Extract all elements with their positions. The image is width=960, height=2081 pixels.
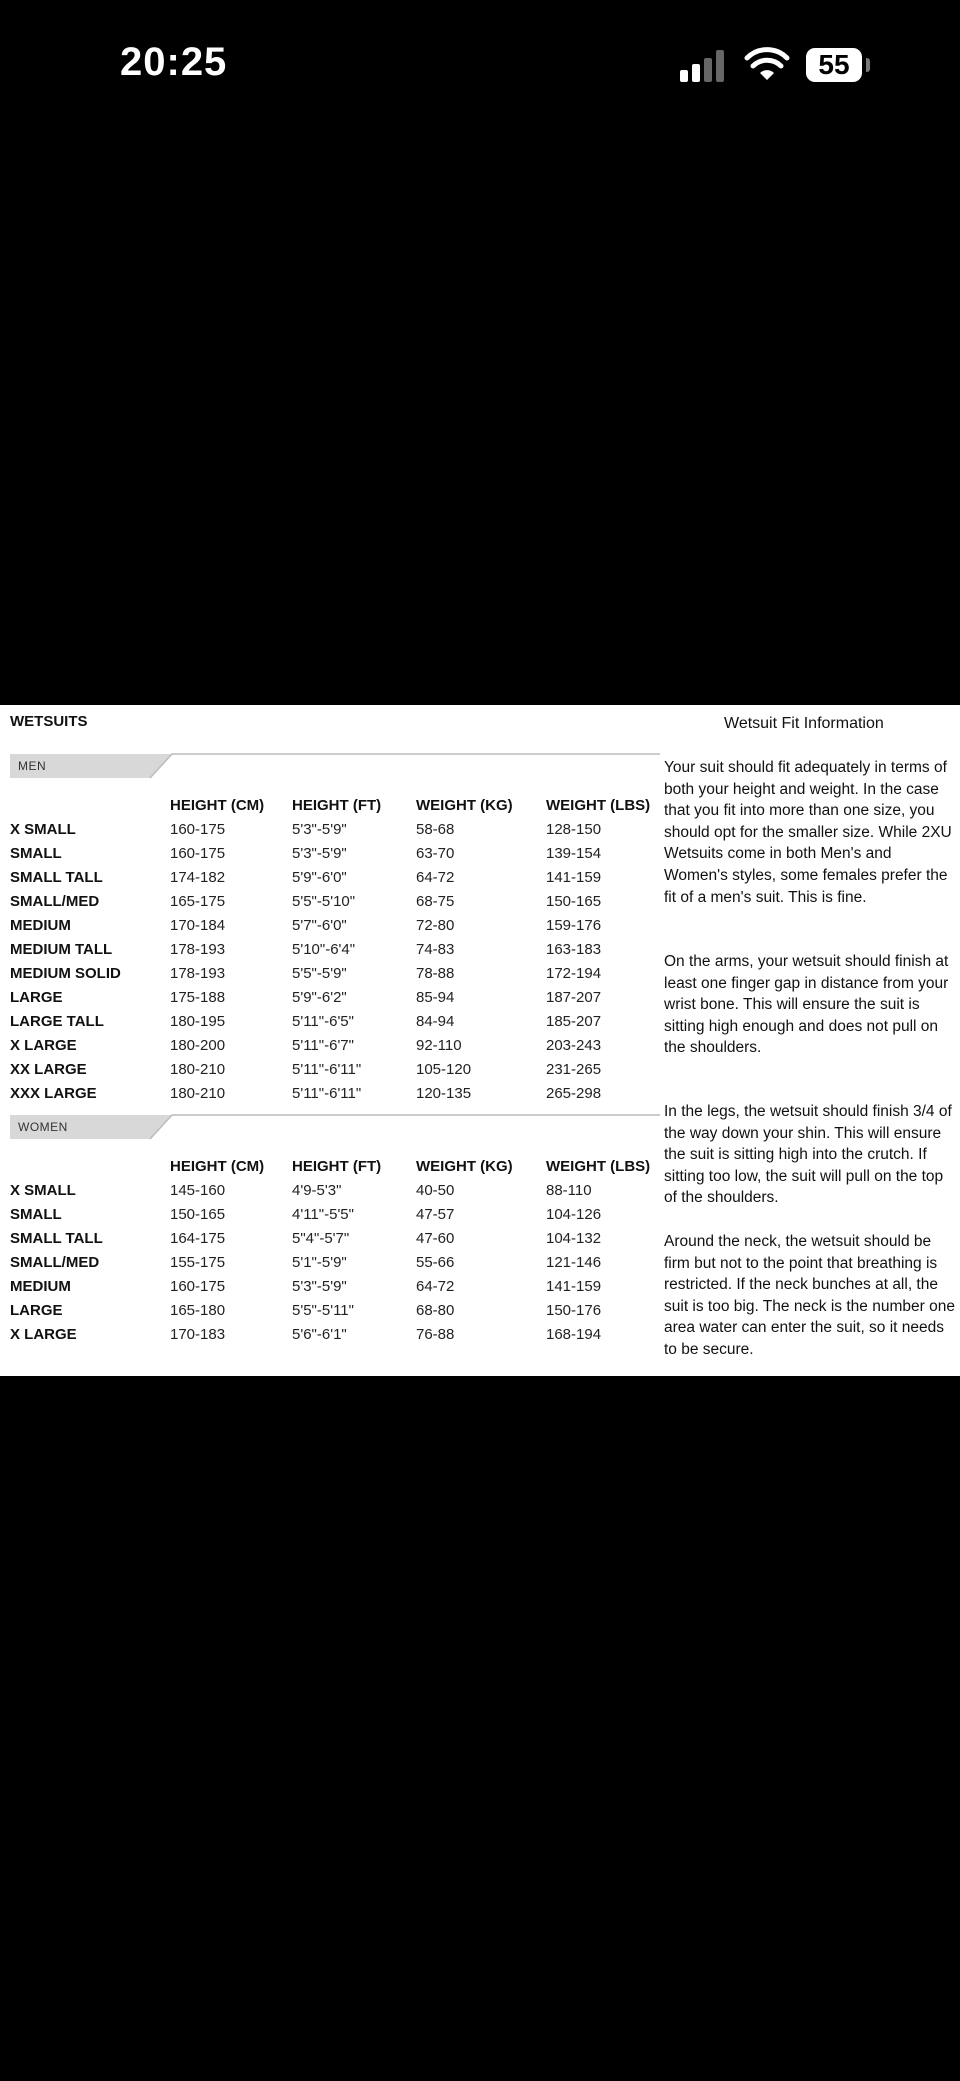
table-cell: 5'5"-5'9" <box>292 964 347 982</box>
table-cell: 150-165 <box>546 892 602 910</box>
table-cell: 68-75 <box>416 892 455 910</box>
table-cell: 174-182 <box>170 868 226 886</box>
size-name-cell: MEDIUM SOLID <box>10 964 121 982</box>
table-cell: 5'3"-5'9" <box>292 844 347 862</box>
table-cell: 121-146 <box>546 1253 602 1271</box>
size-name-cell: MEDIUM <box>10 916 71 934</box>
table-cell: 5"4"-5'7" <box>292 1229 350 1247</box>
size-name-cell: XXX LARGE <box>10 1084 97 1102</box>
battery-cap <box>866 58 870 72</box>
table-cell: 178-193 <box>170 964 226 982</box>
table-cell: 159-176 <box>546 916 602 934</box>
table-row <box>10 913 661 937</box>
table-row <box>10 1274 661 1298</box>
table-cell: 164-175 <box>170 1229 226 1247</box>
table-cell: 72-80 <box>416 916 455 934</box>
women-size-table <box>10 1154 661 1346</box>
size-name-cell: SMALL <box>10 844 62 862</box>
women-section-label: WOMEN <box>18 1120 68 1134</box>
size-name-cell: LARGE TALL <box>10 1012 104 1030</box>
table-cell: 150-176 <box>546 1301 602 1319</box>
table-cell: 150-165 <box>170 1205 226 1223</box>
table-cell: 160-175 <box>170 820 226 838</box>
table-cell: 58-68 <box>416 820 455 838</box>
table-cell: 84-94 <box>416 1012 455 1030</box>
size-name-cell: X LARGE <box>10 1325 77 1343</box>
men-table-header <box>10 793 661 817</box>
men-section-header <box>10 753 660 779</box>
table-cell: 4'9-5'3" <box>292 1181 342 1199</box>
table-cell: 160-175 <box>170 1277 226 1295</box>
table-row <box>10 1033 661 1057</box>
table-cell: 76-88 <box>416 1325 455 1343</box>
table-cell: 47-57 <box>416 1205 455 1223</box>
table-cell: 5'6"-6'1" <box>292 1325 347 1343</box>
table-cell: 180-210 <box>170 1084 226 1102</box>
table-cell: 170-183 <box>170 1325 226 1343</box>
table-cell: 187-207 <box>546 988 602 1006</box>
status-bar-time: 20:25 <box>120 40 228 84</box>
table-cell: 231-265 <box>546 1060 602 1078</box>
table-row <box>10 1322 661 1346</box>
table-cell: 180-200 <box>170 1036 226 1054</box>
table-cell: 5'7"-6'0" <box>292 916 347 934</box>
column-header: HEIGHT (FT) <box>292 1157 382 1175</box>
size-name-cell: X SMALL <box>10 820 76 838</box>
table-cell: 155-175 <box>170 1253 226 1271</box>
table-cell: 5'1"-5'9" <box>292 1253 347 1271</box>
table-cell: 128-150 <box>546 820 602 838</box>
size-chart-image <box>0 705 960 1376</box>
table-cell: 160-175 <box>170 844 226 862</box>
column-header: HEIGHT (FT) <box>292 796 382 814</box>
table-cell: 145-160 <box>170 1181 226 1199</box>
battery-icon: 55 <box>806 48 862 82</box>
table-cell: 88-110 <box>546 1181 592 1199</box>
table-row <box>10 1298 661 1322</box>
table-cell: 178-193 <box>170 940 226 958</box>
table-row <box>10 1081 661 1105</box>
chart-title: WETSUITS <box>10 713 88 730</box>
fit-info-paragraph: On the arms, your wetsuit should finish at least one finger gap in distance from your wrist bone. This will ensure the suit is sitting high enough and does not pull on the shoulders. <box>664 953 949 1057</box>
women-section-header <box>10 1114 660 1140</box>
table-cell: 185-207 <box>546 1012 602 1030</box>
size-name-cell: XX LARGE <box>10 1060 87 1078</box>
table-cell: 5'5"-5'10" <box>292 892 356 910</box>
table-cell: 5'5"-5'11" <box>292 1301 354 1319</box>
table-cell: 172-194 <box>546 964 602 982</box>
size-name-cell: SMALL/MED <box>10 1253 100 1271</box>
table-row <box>10 1178 661 1202</box>
size-name-cell: MEDIUM TALL <box>10 940 113 958</box>
table-row <box>10 841 661 865</box>
table-cell: 47-60 <box>416 1229 455 1247</box>
table-row <box>10 1057 661 1081</box>
table-cell: 105-120 <box>416 1060 472 1078</box>
table-row <box>10 1226 661 1250</box>
table-cell: 74-83 <box>416 940 455 958</box>
column-header: WEIGHT (LBS) <box>546 796 651 814</box>
table-cell: 5'11"-6'7" <box>292 1036 354 1054</box>
table-cell: 68-80 <box>416 1301 455 1319</box>
table-cell: 139-154 <box>546 844 602 862</box>
size-name-cell: MEDIUM <box>10 1277 71 1295</box>
size-name-cell: LARGE <box>10 988 63 1006</box>
table-cell: 4'11"-5'5" <box>292 1205 354 1223</box>
table-cell: 141-159 <box>546 1277 602 1295</box>
table-row <box>10 1009 661 1033</box>
table-row <box>10 1250 661 1274</box>
column-header: WEIGHT (LBS) <box>546 1157 651 1175</box>
table-cell: 180-195 <box>170 1012 226 1030</box>
table-cell: 5'11"-6'11" <box>292 1060 362 1078</box>
size-name-cell: SMALL/MED <box>10 892 100 910</box>
table-cell: 92-110 <box>416 1036 462 1054</box>
table-cell: 120-135 <box>416 1084 472 1102</box>
table-cell: 5'11"-6'11" <box>292 1084 362 1102</box>
size-name-cell: SMALL <box>10 1205 62 1223</box>
table-cell: 64-72 <box>416 1277 455 1295</box>
size-name-cell: LARGE <box>10 1301 63 1319</box>
table-cell: 78-88 <box>416 964 455 982</box>
column-header: WEIGHT (KG) <box>416 796 513 814</box>
table-cell: 5'3"-5'9" <box>292 820 347 838</box>
table-cell: 165-180 <box>170 1301 226 1319</box>
table-row <box>10 1202 661 1226</box>
fit-info-heading: Wetsuit Fit Information <box>724 715 884 732</box>
column-header: HEIGHT (CM) <box>170 1157 265 1175</box>
table-cell: 165-175 <box>170 892 226 910</box>
size-name-cell: SMALL TALL <box>10 868 103 886</box>
fit-info-paragraph: Around the neck, the wetsuit should be firm but not to the point that breathing is restricted. If the neck bunches at all, the suit is too big. The neck is the number one area water can enter the suit, so it needs to be secure. <box>664 1233 955 1358</box>
table-cell: 104-132 <box>546 1229 602 1247</box>
size-name-cell: X LARGE <box>10 1036 77 1054</box>
table-cell: 5'9"-6'2" <box>292 988 347 1006</box>
table-cell: 5'11"-6'5" <box>292 1012 354 1030</box>
column-header: HEIGHT (CM) <box>170 796 265 814</box>
table-cell: 104-126 <box>546 1205 602 1223</box>
table-cell: 5'10"-6'4" <box>292 940 356 958</box>
table-cell: 203-243 <box>546 1036 602 1054</box>
fit-info-paragraph: Your suit should fit adequately in terms of both your height and weight. In the case that you fit into more than one size, you should opt for the smaller size. While 2XU Wetsuits come in both Men's and Women's styles, some females prefer the fit of a men's suit. This is fine. <box>664 759 952 906</box>
table-row <box>10 961 661 985</box>
table-cell: 170-184 <box>170 916 226 934</box>
table-cell: 5'3"-5'9" <box>292 1277 347 1295</box>
table-cell: 180-210 <box>170 1060 226 1078</box>
table-row <box>10 937 661 961</box>
table-cell: 85-94 <box>416 988 455 1006</box>
table-cell: 163-183 <box>546 940 602 958</box>
table-cell: 265-298 <box>546 1084 602 1102</box>
table-cell: 5'9"-6'0" <box>292 868 347 886</box>
men-section-label: MEN <box>18 759 47 773</box>
men-size-table <box>10 793 661 1105</box>
cellular-signal-icon <box>680 50 730 82</box>
table-row <box>10 889 661 913</box>
table-cell: 64-72 <box>416 868 455 886</box>
column-header: WEIGHT (KG) <box>416 1157 513 1175</box>
table-cell: 63-70 <box>416 844 455 862</box>
wifi-icon <box>744 46 790 82</box>
table-row <box>10 817 661 841</box>
table-cell: 175-188 <box>170 988 226 1006</box>
table-cell: 141-159 <box>546 868 602 886</box>
women-table-header <box>10 1154 661 1178</box>
table-row <box>10 865 661 889</box>
table-cell: 168-194 <box>546 1325 602 1343</box>
table-row <box>10 985 661 1009</box>
fit-info-paragraph: In the legs, the wetsuit should finish 3/4 of the way down your shin. This will ensure the suit is sitting high into the crutch. If sitting too low, the suit will pull on the top of the shoulders. <box>664 1103 952 1207</box>
size-name-cell: SMALL TALL <box>10 1229 103 1247</box>
size-name-cell: X SMALL <box>10 1181 76 1199</box>
table-cell: 55-66 <box>416 1253 455 1271</box>
table-cell: 40-50 <box>416 1181 455 1199</box>
